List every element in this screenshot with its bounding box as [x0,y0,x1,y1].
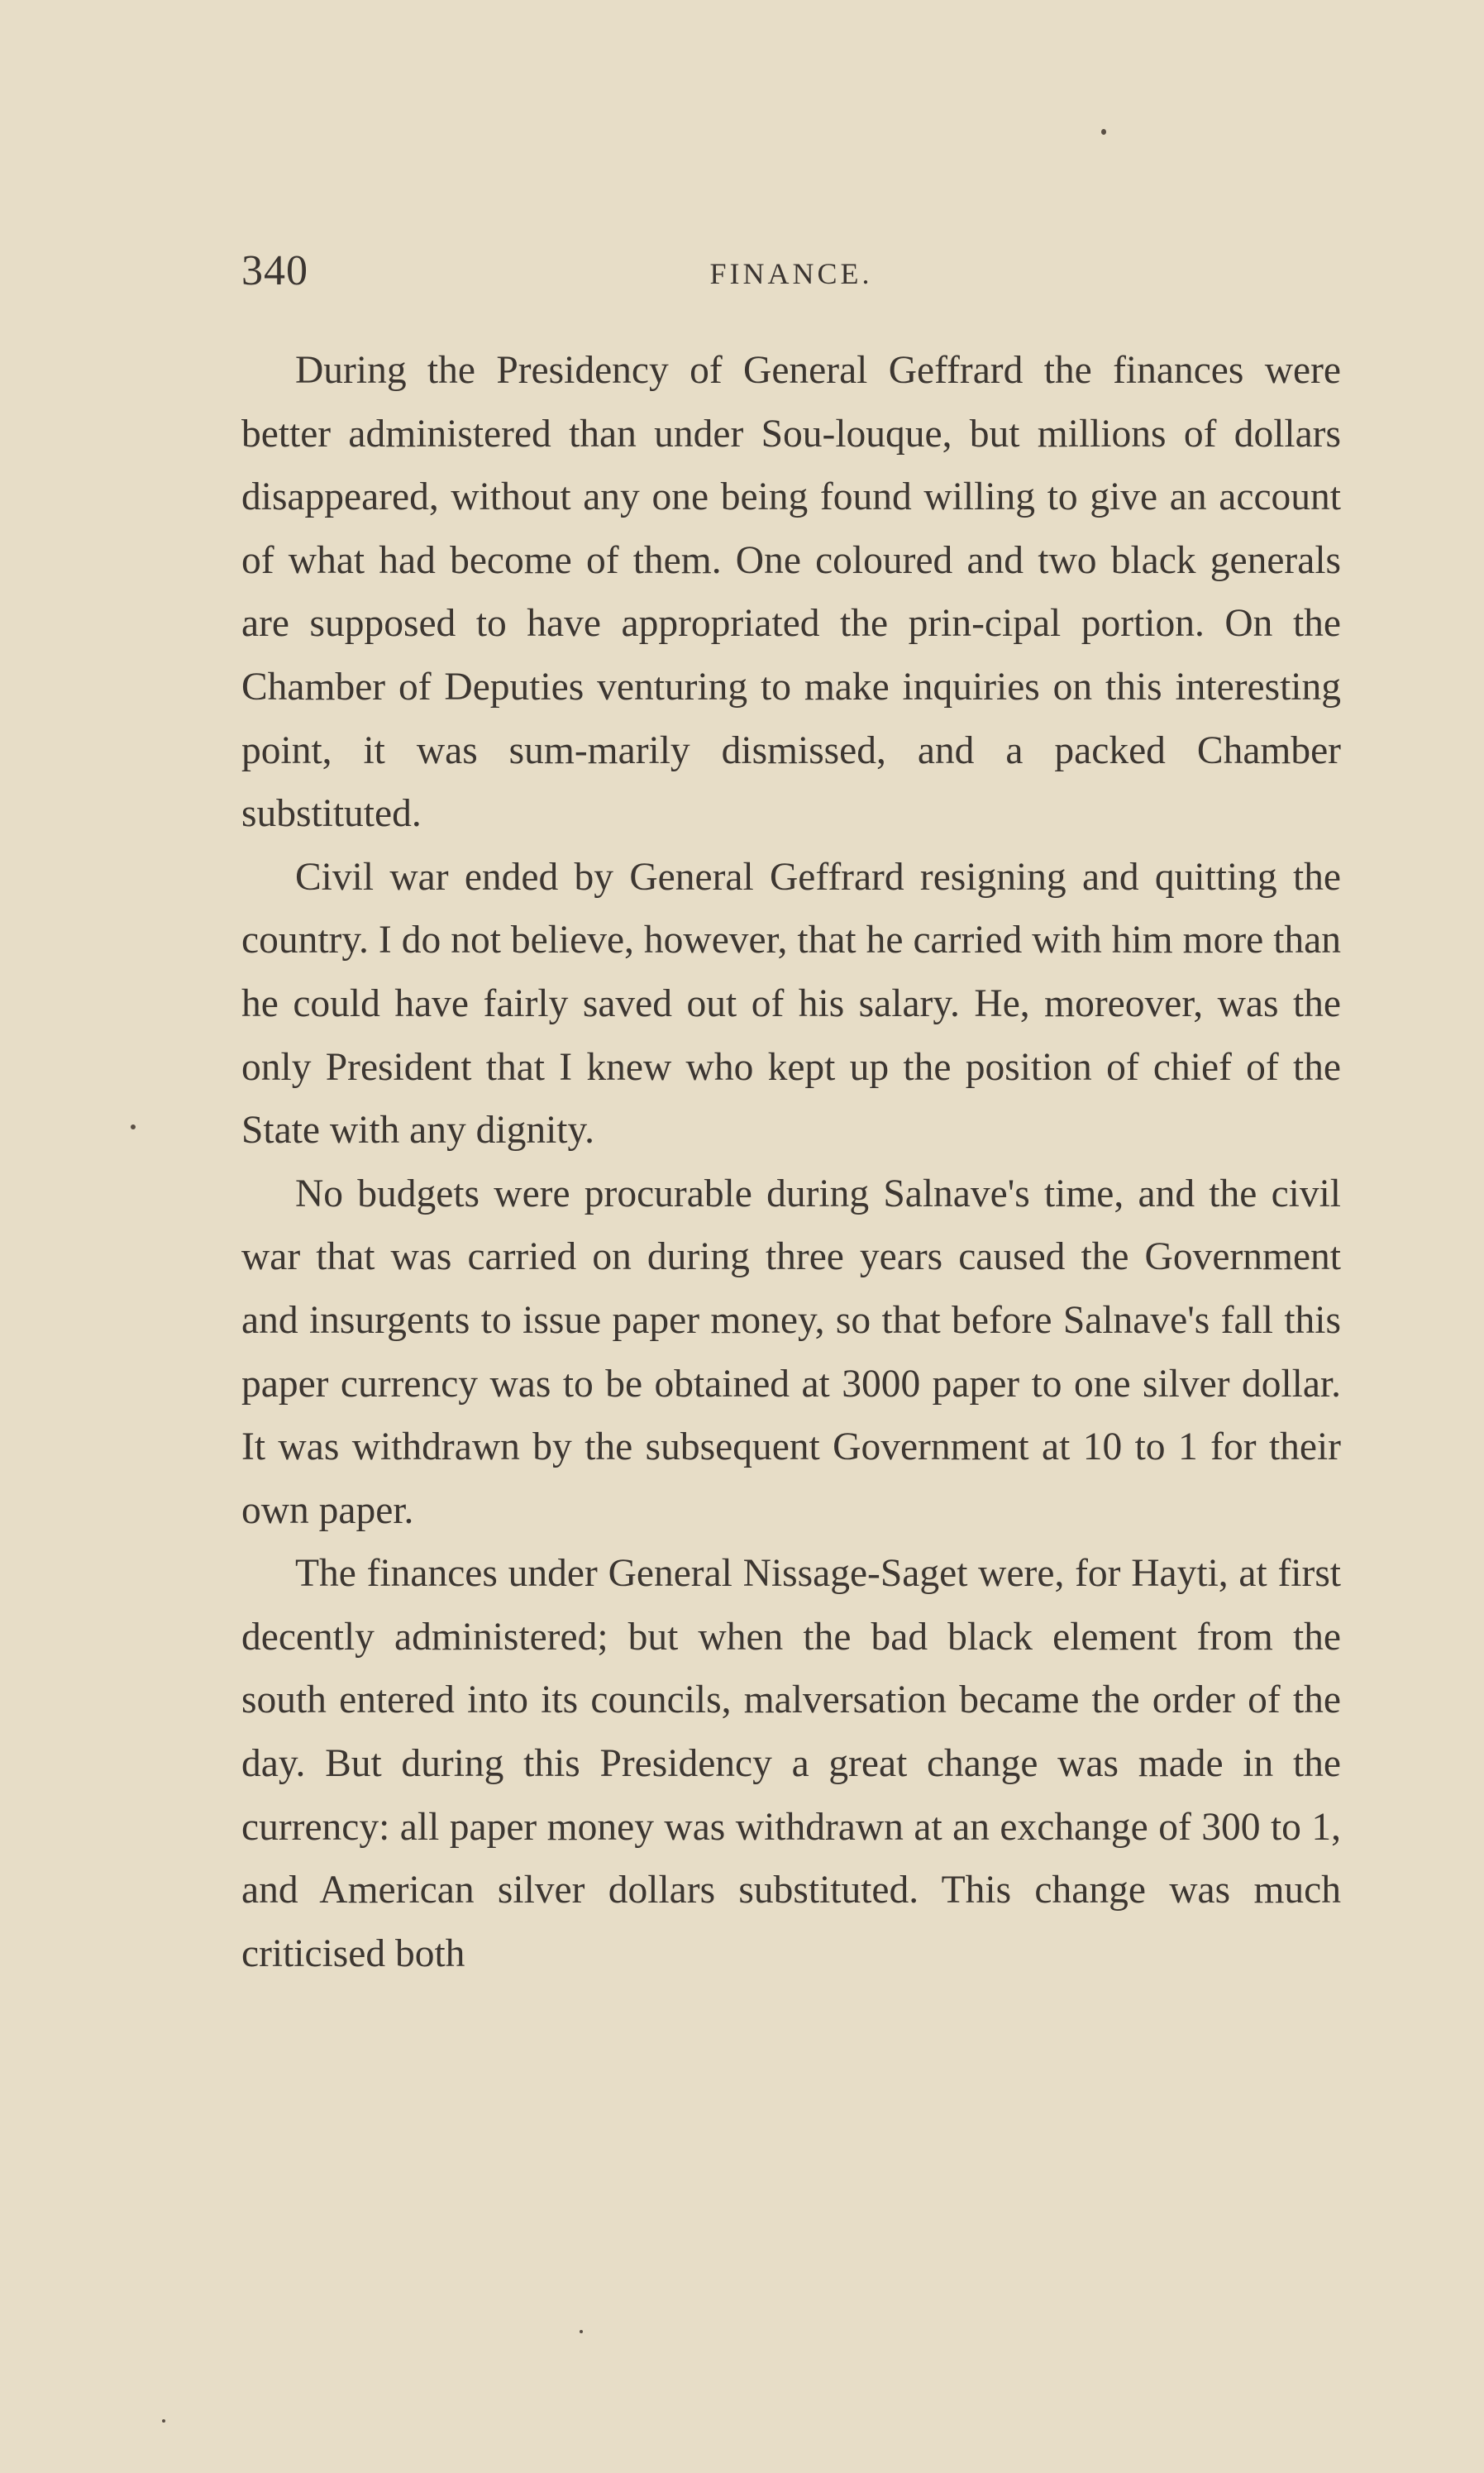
print-speck [1101,129,1106,135]
paragraph-salnave-budgets: No budgets were procurable during Salnave's time, and the civil war that was carried on during three years caused the Government and insurgents to issue paper money, so that before Salnave's fall this paper currency was to be obtained at 3000 paper to one silver dollar. It was withdrawn by the subsequent Government at 10 to 1 for their own paper. [241,1172,1341,1532]
print-speck [162,2419,165,2423]
print-speck [131,1124,136,1129]
page-number: 340 [241,247,308,294]
page-header [241,240,1341,306]
paragraph-geffrard-finances: During the Presidency of General Geffrard the finances were better administered than under Sou-louque, but millions of dollars disappeared, without any one being found willing to give an account of what had become of them. One coloured and two black generals are supposed to have appropriated the prin-cipal portion. On the Chamber of Deputies venturing to make inquiries on this interesting point, it was sum-marily dismissed, and a packed Chamber substituted. [241,349,1341,836]
paragraph-civil-war: Civil war ended by General Geffrard resigning and quitting the country. I do not believe, however, that he carried with him more than he could have fairly saved out of his salary. He, moreover, was the only President that I knew who kept up the position of chief of the State with any dignity. [241,855,1341,1153]
print-speck [580,2330,583,2333]
running-title: FINANCE. [709,257,873,290]
body-text [241,339,1341,1985]
paragraph-nissage-saget: The finances under General Nissage-Saget were, for Hayti, at first decently administered; but when the bad black element from the south entered into its councils, malversation became the order of the day. But during this Presidency a great change was made in the currency: all paper money was withdrawn at an exchange of 300 to 1, and American silver dollars substituted. This change was much criticised both [241,1552,1341,1975]
